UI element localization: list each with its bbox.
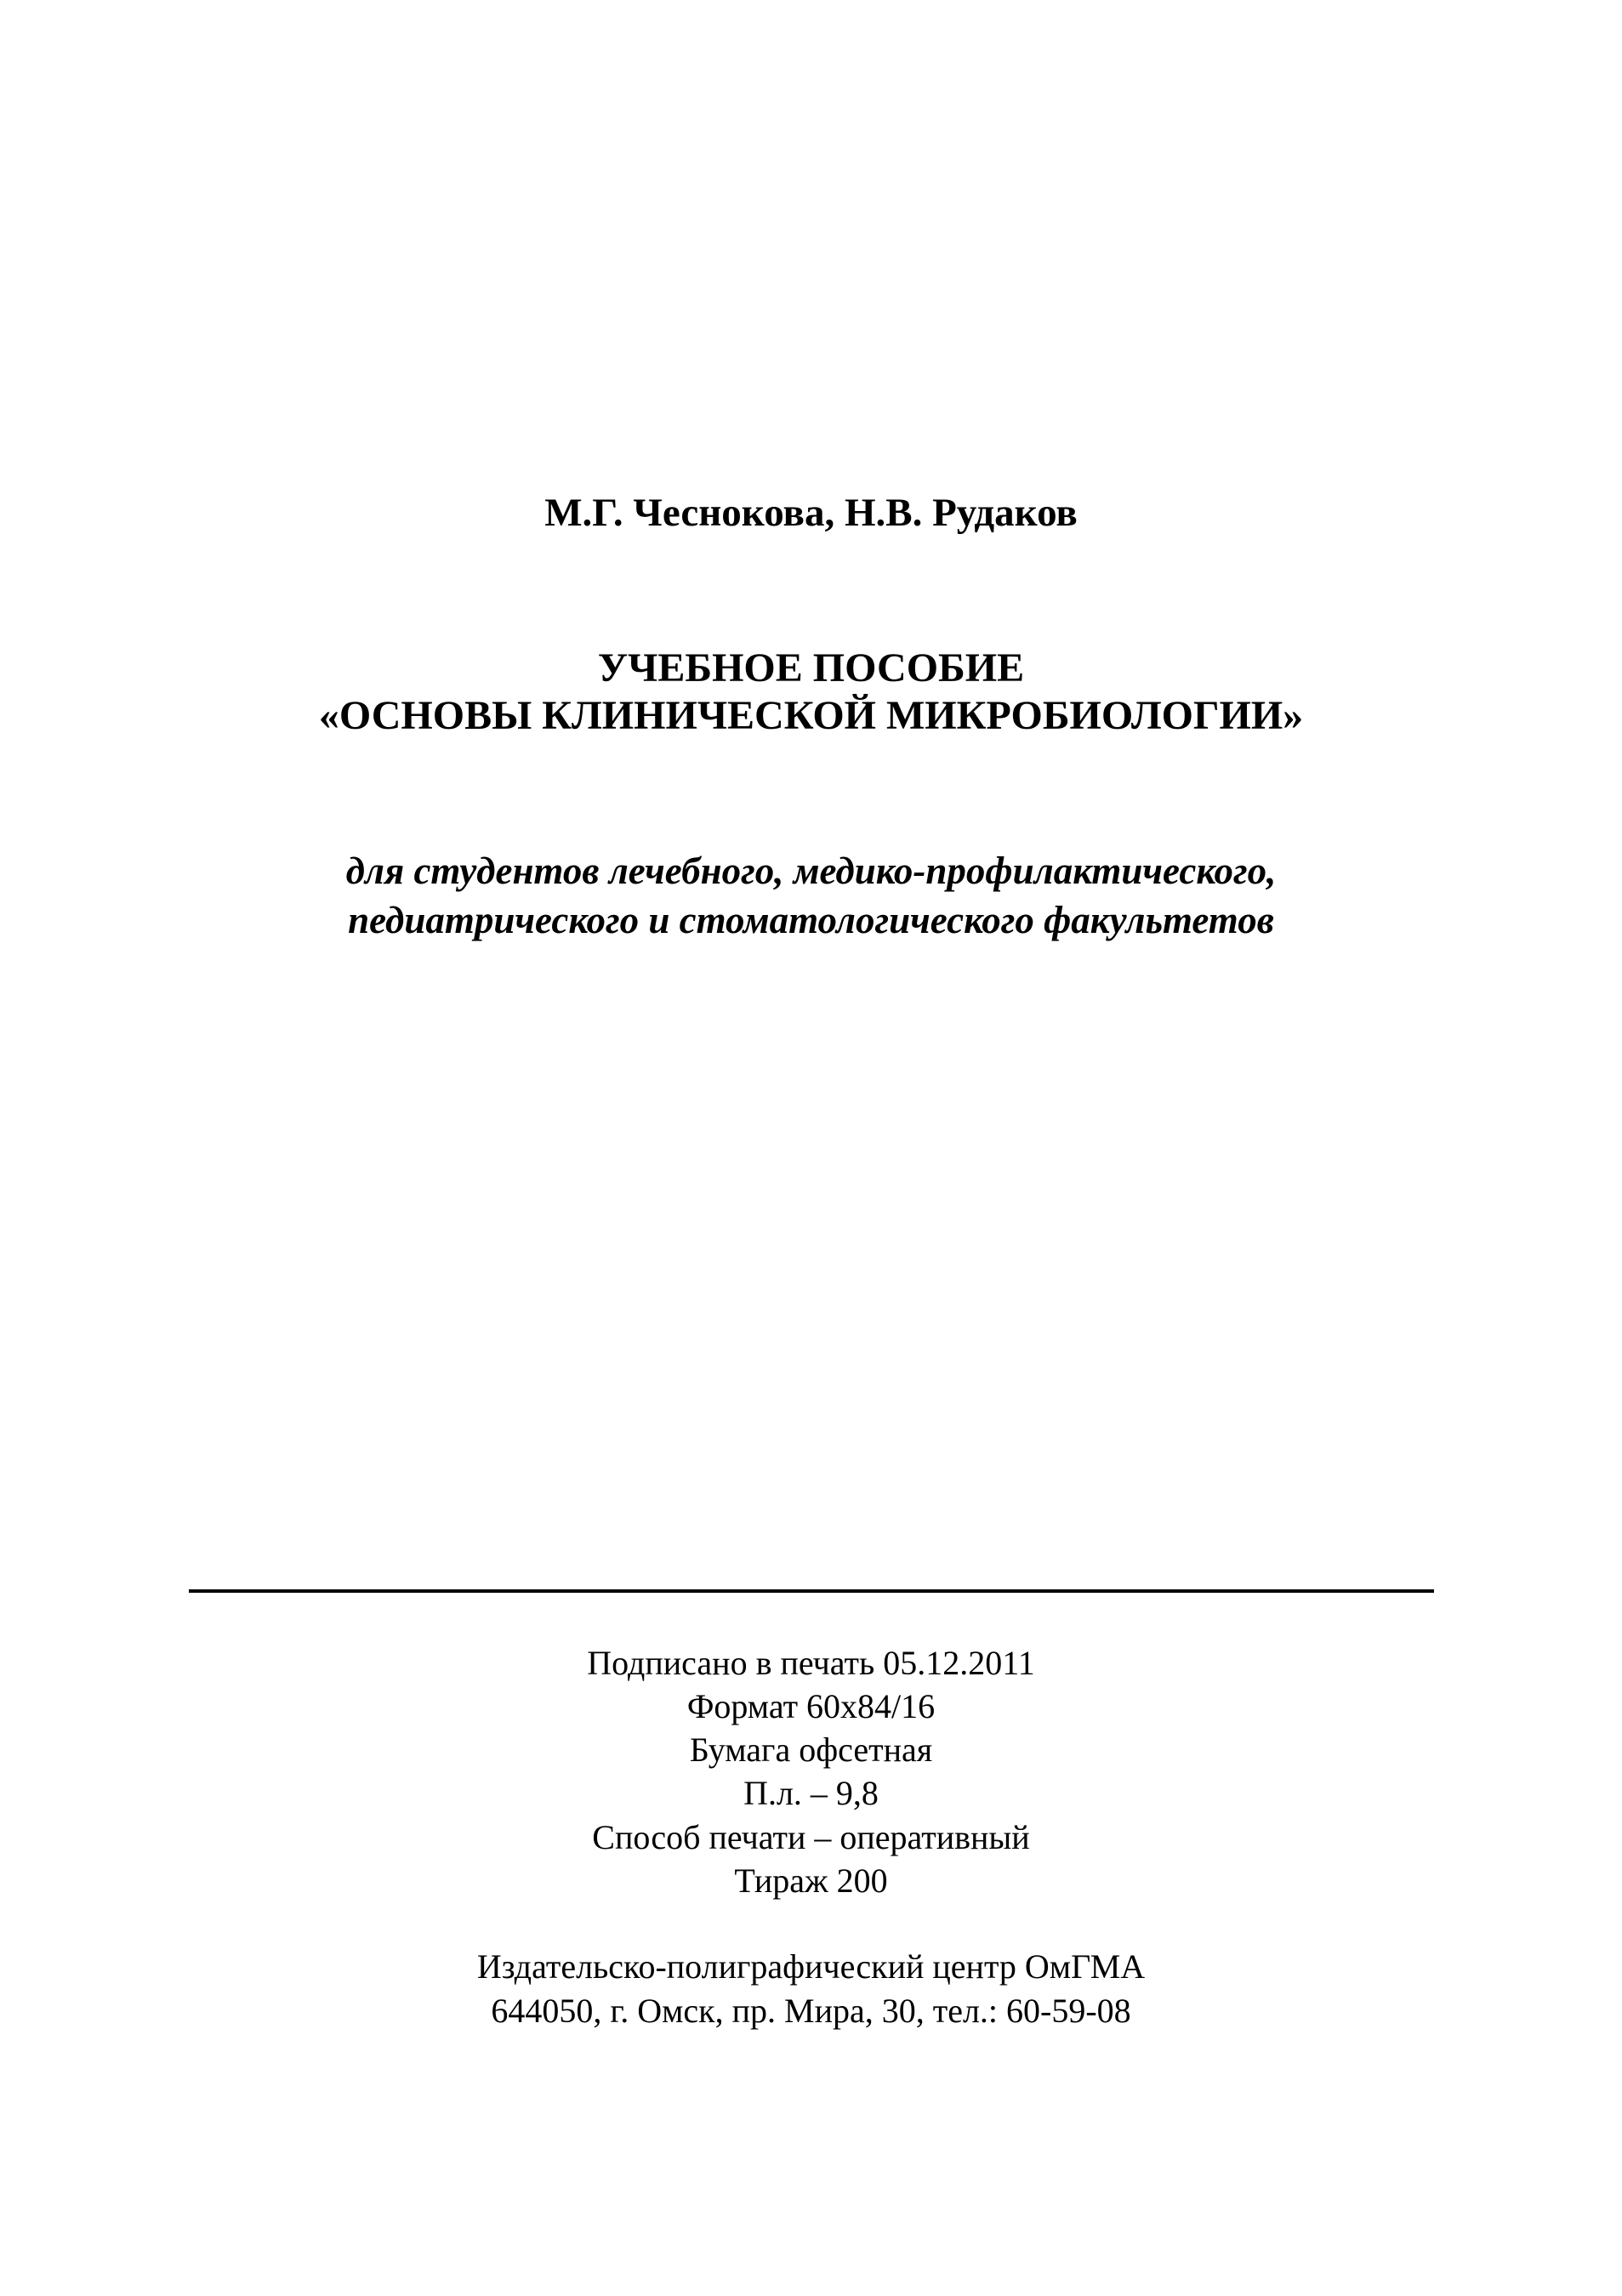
subtitle-line-2: педиатрического и стоматологического факультетов bbox=[348, 899, 1274, 941]
imprint-printing: Способ печати – оперативный bbox=[592, 1818, 1030, 1856]
imprint-circulation: Тираж 200 bbox=[734, 1861, 888, 1900]
publisher-address: 644050, г. Омск, пр. Мира, 30, тел.: 60-59-08 bbox=[491, 1992, 1131, 2030]
horizontal-divider bbox=[189, 1589, 1434, 1593]
imprint-sheets: П.л. – 9,8 bbox=[743, 1774, 879, 1812]
title-line-1: УЧЕБНОЕ ПОСОБИЕ bbox=[597, 645, 1025, 691]
imprint-format: Формат 60х84/16 bbox=[686, 1687, 936, 1725]
authors: М.Г. Чеснокова, Н.В. Рудаков bbox=[544, 491, 1078, 535]
imprint-signed: Подписано в печать 05.12.2011 bbox=[587, 1644, 1035, 1682]
publisher-name: Издательско-полиграфический центр ОмГМА bbox=[476, 1947, 1146, 1986]
title-line-2: «ОСНОВЫ КЛИНИЧЕСКОЙ МИКРОБИОЛОГИИ» bbox=[318, 693, 1304, 738]
imprint-paper: Бумага офсетная bbox=[689, 1731, 933, 1769]
subtitle-line-1: для студентов лечебного, медико-профилактического, bbox=[345, 850, 1277, 892]
